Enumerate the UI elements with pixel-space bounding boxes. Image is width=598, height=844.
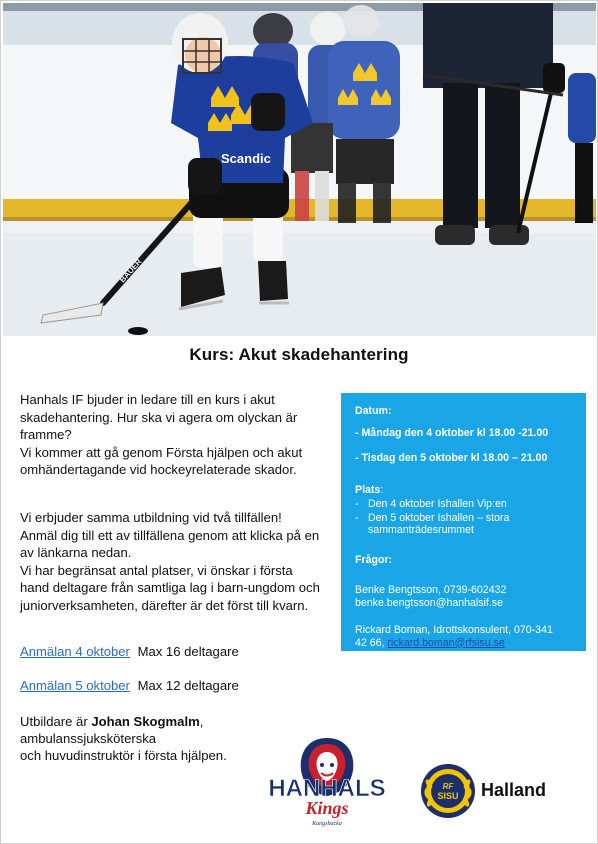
contact-rickard-line1: Rickard Boman, Idrottskonsulent, 070-341 <box>355 624 553 636</box>
location-text: Den 4 oktober Ishallen Vip:en <box>368 498 507 510</box>
contact-rickard-prefix: 42 66, <box>355 636 388 649</box>
page-title: Kurs: Akut skadehantering <box>189 345 409 364</box>
jersey-text: Scandic <box>221 151 271 166</box>
hero-photo <box>3 3 596 336</box>
intro-paragraph <box>20 391 350 479</box>
location-item <box>355 512 572 536</box>
details-line: hand deltagare från samtliga lag i barn-ungdom och <box>20 580 320 595</box>
sisu-text: SISU <box>437 791 459 801</box>
location-item <box>355 498 572 510</box>
plats-colon: : <box>380 484 384 496</box>
contact-benke <box>355 584 572 609</box>
intro-line: Hanhals IF bjuder in ledare till en kurs i akut <box>20 392 275 407</box>
signup-link-oct5[interactable]: Anmälan 5 oktober <box>20 678 130 693</box>
intro-line: framme? <box>20 427 72 442</box>
plats-label: Plats <box>355 484 381 496</box>
signup-max-oct5: Max 12 deltagare <box>137 678 239 693</box>
contact-rickard <box>355 624 572 649</box>
details-line: av länkarna nedan. <box>20 545 132 560</box>
details-paragraph <box>20 509 350 614</box>
details-line: Anmäl dig till ett av tillfällena genom att klicka på en <box>20 527 320 543</box>
hanhals-kings-logo <box>255 736 400 828</box>
details-line: Vi har begränsat antal platser, vi önskar i första <box>20 562 293 578</box>
instructor-line3: och huvudinstruktör i första hjälpen. <box>20 748 227 763</box>
signup-link-oct4[interactable]: Anmälan 4 oktober <box>20 644 130 659</box>
datum-label: Datum: <box>355 405 392 417</box>
intro-line: skadehantering. Hur ska vi agera om olyckan är <box>20 409 298 425</box>
details-line: Vi erbjuder samma utbildning vid två tillfällen! <box>20 510 282 525</box>
kungsbacka-text: Kungsbacka <box>312 821 342 827</box>
contact-rickard-email-link[interactable]: rickard.boman@rfsisu.se <box>387 636 505 649</box>
contact-benke-email: benke.bengtsson@hanhalsif.se <box>355 596 503 609</box>
details-line: juniorverksamheten, därefter är det först till kvarn. <box>20 597 309 613</box>
fragor-label: Frågor: <box>355 554 393 566</box>
instructor-suffix: , <box>199 714 204 729</box>
contact-benke-line1: Benke Bengtsson, 0739-602432 <box>355 584 507 596</box>
plats-heading <box>355 484 572 496</box>
instructor-name: Johan Skogmalm <box>91 714 200 729</box>
date-line-2: - Tisdag den 5 oktober kl 18.00 – 21.00 <box>355 452 548 464</box>
sisu-rf-text: RF <box>442 782 454 791</box>
signup-row-oct4 <box>20 643 239 660</box>
stick-text: BAUER <box>117 257 144 285</box>
location-text: Den 5 oktober Ishallen – stora sammanträdesrummet <box>368 512 510 536</box>
rf-sisu-logo <box>419 762 477 820</box>
location-dash: - <box>355 498 359 510</box>
info-box <box>341 393 586 651</box>
instructor-line2: ambulanssjuksköterska <box>20 731 157 746</box>
kings-wordmark: Kings <box>305 798 349 818</box>
hanhals-wordmark: HANHALS <box>268 775 386 802</box>
date-line-1: - Måndag den 4 oktober kl 18.00 -21.00 <box>355 427 549 439</box>
instructor-block <box>20 713 227 764</box>
intro-line: Vi kommer att gå genom Första hjälpen och akut <box>20 444 303 460</box>
laurel-icon <box>419 762 477 820</box>
location-dash: - <box>355 512 359 524</box>
intro-line: omhändertagande vid hockeyrelaterade skador. <box>20 462 297 477</box>
signup-row-oct5 <box>20 677 239 694</box>
signup-max-oct4: Max 16 deltagare <box>137 644 239 659</box>
halland-label: Halland <box>481 780 547 800</box>
instructor-prefix: Utbildare är <box>20 714 92 729</box>
